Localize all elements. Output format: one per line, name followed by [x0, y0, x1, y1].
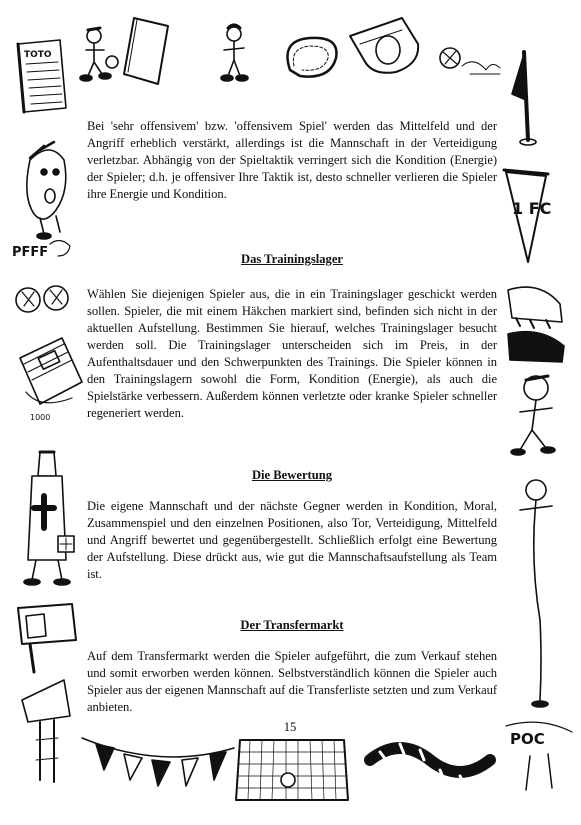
paragraph-transfermarkt: Auf dem Transfermarkt werden die Spieler aufgeführt, die zum Verkauf stehen und somit erworben werden können. Selbstverständlich können die Spieler auch Spieler aus der eigenen Mannschaft auf die Transferliste setzten und zum Verkauf anbieten. — [87, 649, 497, 714]
svg-text:1000: 1000 — [30, 413, 51, 422]
heading-transfermarkt: Der Transfermarkt — [240, 618, 344, 632]
svg-text:POC: POC — [510, 730, 545, 748]
paragraph-bewertung: Die eigene Mannschaft und der nächste Gegner werden in Kondition, Moral, Zusammenspiel und den einzelnen Positionen, also Tor, Verteidigung, Mittelfeld und Angriff bewertet und gegenübergestellt. Schließlich erfolgt eine Bewertung der Aufstellung. Diese drückt aus, wie gut die Mannschaftsaufstellung als Team ist. — [87, 499, 497, 581]
cartoon-player-icon — [80, 28, 118, 81]
svg-text:PFFF: PFFF — [12, 245, 49, 260]
team-pennant-icon — [504, 170, 551, 262]
paragraph-offensive-tactics: Bei 'sehr offensivem' bzw. 'offensivem Spiel' werden das Mittelfeld und der Angriff erheblich verstärkt, allerdings ist die Mannschaft in der Verteidigung verletzbar. Abhängig von der Spieltaktik verringert sich die Kondition (Energie) der Spieler; d.h. je offensiver Ihre Taktik ist, desto schneller verlieren die Spieler ihre Energie und Kondition. — [87, 119, 497, 201]
pfff-tired-player-icon — [12, 240, 70, 260]
svg-text:TOTO: TOTO — [24, 50, 52, 60]
heading-trainingslager: Das Trainingslager — [240, 252, 344, 266]
paragraph-trainingslager: Wählen Sie diejenigen Spieler aus, die in ein Trainingslager geschickt werden sollen. Spieler, die mit einem Häkchen markiert sind, befinden sich nicht in der aktuellen Aufstellung. Bestimmen Sie hierauf, welches Trainingslager besucht werden soll. Die Trainingslager unterscheiden sich im Preis, in der Aufenthaltsdauer und den Schwerpunkten des Trainings. Die Spieler können in den Trainingslagern sowohl die Form, Kondition (Energie), als auch die Spielstärke verbessern. Außerdem können verletzte oder kranke Spieler schneller regeneriert werden. — [87, 287, 497, 420]
surprised-face-icon — [27, 142, 66, 239]
page-number: 15 — [283, 720, 297, 734]
blank-sign-icon — [124, 18, 168, 84]
bouncing-ball-icon — [440, 48, 500, 74]
svg-text:1 FC: 1 FC — [512, 199, 552, 218]
poc-celebration-icon — [506, 722, 572, 790]
cheering-fan-icon — [511, 376, 555, 455]
fan-scarf-icon — [370, 744, 490, 784]
stretching-player-icon — [520, 480, 552, 707]
whistle-cord-icon — [288, 38, 337, 77]
footballs-icon — [16, 286, 68, 312]
corner-flag-icon — [512, 52, 536, 145]
fan-horn-icon — [22, 680, 70, 782]
fan-rattle-icon — [18, 604, 76, 672]
football-boots-icon — [508, 287, 564, 362]
money-bills-icon — [20, 338, 82, 422]
cartoon-player-icon — [221, 25, 248, 81]
goal-net-icon — [236, 740, 348, 800]
heading-bewertung: Die Bewertung — [251, 468, 333, 482]
whistle-icon — [350, 18, 418, 73]
toto-board-icon — [18, 40, 66, 112]
doctor-icon — [24, 452, 74, 585]
bunting-flags-icon — [82, 738, 234, 786]
